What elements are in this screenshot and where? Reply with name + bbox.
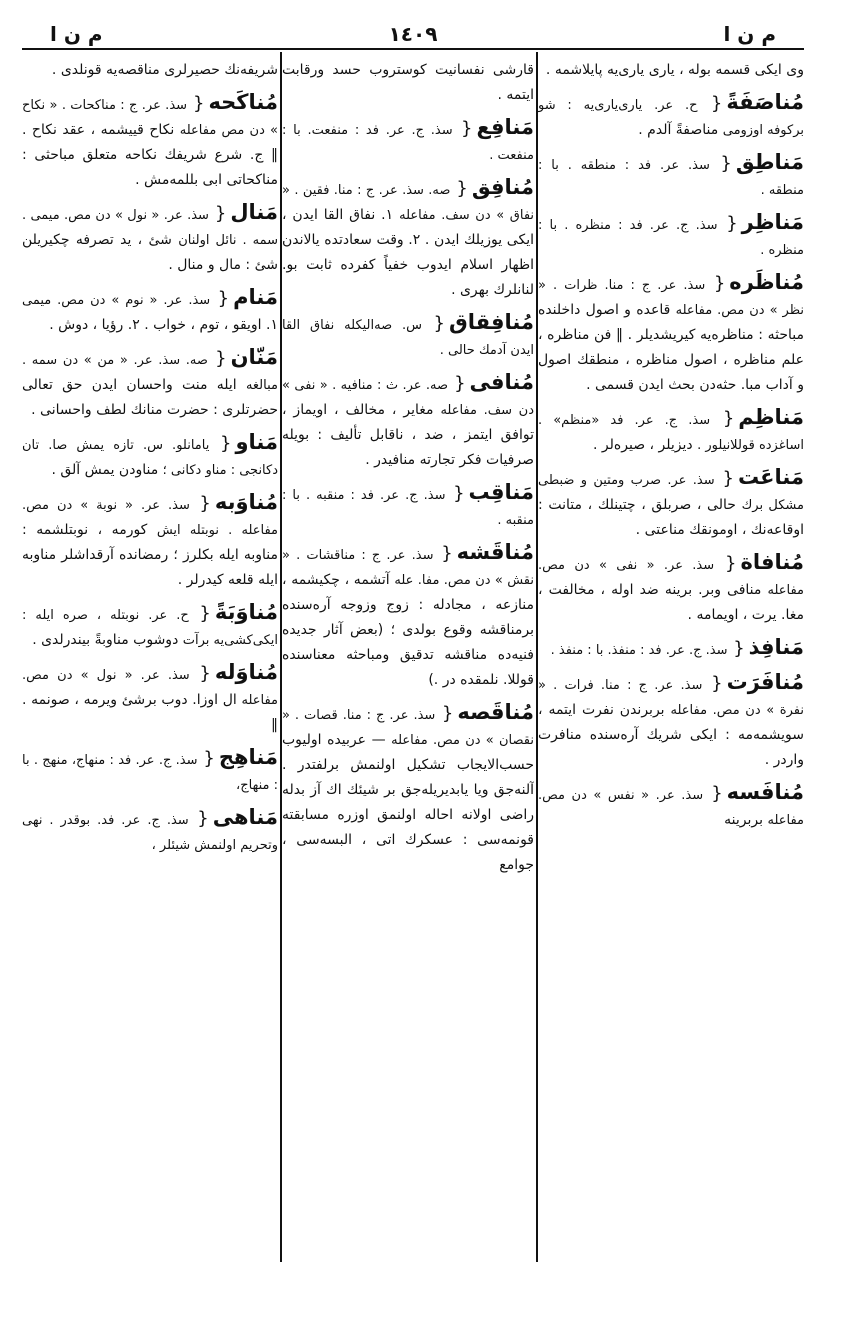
dictionary-entry (282, 175, 534, 303)
entry-etymology: سذ. ج. عر. فد : منهاج، منهج . با : منهاج، (22, 753, 278, 793)
dictionary-entry (22, 58, 278, 83)
brace-mark: { (210, 288, 230, 309)
entry-headword: مَناهِج (218, 745, 278, 769)
dictionary-entry (22, 660, 278, 738)
dictionary-entry (22, 490, 278, 593)
brace-mark: { (422, 313, 445, 334)
entry-headword: مَناطِق (735, 150, 804, 174)
dictionary-entry (538, 58, 804, 83)
brace-mark: { (188, 808, 209, 829)
dictionary-entry (282, 540, 534, 693)
entry-headword: مَناهى (212, 805, 278, 829)
dictionary-entry (282, 58, 534, 108)
entry-etymology: سذ. عر. ج : منا. فرات . « نفرة » دن مص. مفاعله (538, 678, 804, 718)
entry-etymology: سذ. عر. « نفس » دن مص. مفاعله (538, 788, 804, 828)
brace-mark: { (703, 783, 723, 804)
entry-headword: مَنال (230, 200, 278, 224)
entry-definition: قارشى نفسانيت كوستروب حسد ورقابت ايتمه . (282, 62, 534, 103)
dictionary-entry (22, 200, 278, 278)
entry-definition: نكاح قييشمه ، عقد نكاح . ‖ ج. شرع شريفك نكاحه متعلق مباحثى : مناكحاتى ابى بللمه‌مش . (22, 122, 278, 188)
brace-mark: { (710, 408, 735, 429)
entry-etymology: ح. عر. يارى‌يارى‌يه : شو بركوفه اوزومى (538, 98, 804, 138)
entry-headword: مُناظَره (729, 270, 804, 294)
entry-etymology: سذ. ج. عر. فد «منظم» . اساغزده قوللانيلور . (538, 413, 804, 453)
entry-etymology: سذ. عر. « نول » دن مص. ميمى . سمه . نائل اولنان (22, 208, 278, 248)
brace-mark: { (714, 468, 734, 489)
brace-mark: { (435, 703, 454, 724)
dictionary-entry (22, 805, 278, 858)
entry-definition: — عربيده اوليوب حسب‌الايجاب تشكيل اولنمش برلفتدر . آلنه‌جق ويا يابديريله‌جق بر شيئك اك آز بدله راضى اولانه احاله اولنمق اوزره مسابقته قونمه‌سى : عسكرك اتى ، البسه‌سى ، جوامع (282, 732, 534, 873)
entry-etymology: سذ. عر. فد : منطقه . با : منطقه . (538, 158, 804, 198)
brace-mark: { (450, 178, 468, 199)
dictionary-entry (538, 780, 804, 833)
entry-definition: بربرندن نفرت ايتمه ، سويشمه‌مه : ايكى شريك آره‌سنده منافرت واردر . (538, 702, 804, 768)
dictionary-entry (538, 670, 804, 773)
dictionary-entry (22, 345, 278, 423)
entry-definition: ال اوزا. دوب برشئ ويرمه ، صونمه . ‖ (22, 692, 278, 733)
entry-etymology: سذ. عر. « نفى » دن مص. مفاعله (538, 558, 804, 598)
entry-definition: حالى ، صربلق ، چتينلك ، متانت : اوقاعه‌نك ، اومونقك مناعتى . (538, 497, 804, 538)
entry-headword: مُناقَشه (456, 540, 534, 564)
column-left (22, 58, 278, 1258)
brace-mark: { (433, 543, 453, 564)
brace-mark: { (189, 493, 211, 514)
entry-etymology: يامانلو. س. تازه يمش صا. تان دكانجى : مناو دكانى ؛ (22, 438, 278, 478)
dictionary-entry (22, 600, 278, 653)
dictionary-entry (282, 310, 534, 363)
dictionary-entry (22, 90, 278, 193)
entry-headword: مَناظِم (738, 405, 804, 429)
entry-headword: مَناعَت (737, 465, 804, 489)
brace-mark: { (209, 433, 232, 454)
brace-mark: { (702, 673, 723, 694)
entry-definition: كورمه ، نوبتلشمه : مناوبه ايله بكلرز ؛ رمضانده آرقداشلر مناوبه ايله قلعه كيدرلر . (22, 522, 278, 588)
entry-definition: دوشوب مناوبةً بيندرلدى . (32, 632, 179, 648)
dictionary-entry (538, 635, 804, 663)
entry-definition: مناصفةً آلدم . (638, 122, 719, 138)
header-rule (22, 48, 804, 50)
entry-etymology: س. صه‌اليكله نفاق القا ايدن آدمك حالى . (282, 318, 534, 358)
entry-definition: مناودن يمش آلق . (51, 462, 159, 478)
entry-etymology: ح. عر. نوبتله ، صره ايله : ايكى‌كشى‌يه برآت (22, 608, 278, 648)
entry-headword: مُنافِق (471, 175, 534, 199)
brace-mark: { (452, 118, 473, 139)
entry-etymology: سذ. ج. عر. فد : منفعت. با : منفعت . (282, 123, 534, 163)
dictionary-entry (282, 370, 534, 473)
entry-headword: مُناوَبه (214, 490, 278, 514)
entry-headword: مُنافاة (740, 550, 804, 574)
dictionary-entry (538, 270, 804, 398)
dictionary-entry (22, 285, 278, 338)
brace-mark: { (197, 748, 215, 769)
entry-definition: مغاير ، مخالف ، اويماز ، توافق ايتمز ، ضد ، ناقابل تأليف : بويله صرفيات فكر تجارته منافيدر . (282, 402, 534, 468)
brace-mark: { (727, 638, 745, 659)
entry-headword: مَناو (235, 430, 278, 454)
entry-headword: مُناصَفَةً (726, 90, 804, 114)
entry-definition: شريفه‌نك حصيرلرى مناقصه‌يه قونلدى . (51, 62, 278, 78)
dictionary-entry (538, 550, 804, 628)
entry-etymology: سذ. عر. « نول » دن مص. مفاعله (22, 668, 278, 708)
column-middle (282, 58, 534, 1258)
brace-mark: { (189, 663, 211, 684)
brace-mark: { (448, 373, 466, 394)
entry-definition: آتشمه ، چكيشمه ، منازعه ، مجادله : زوج وزوجه آره‌سنده برمناقشه وقوع بولدى ؛ (بعض آثار جديده‌ فنيه‌ده مناقشه تدقيق ومباحثه معناسنده قوللا. نلمقده در .) (282, 572, 534, 688)
page-number: ١٤٠٩ (388, 22, 438, 46)
entry-headword: مُناوَله (214, 660, 278, 684)
dictionary-entry (538, 90, 804, 143)
entry-etymology: سذ. عر. ج : منا. قصات . « نقصان » دن مص. مفاعله (282, 708, 534, 748)
entry-headword: مُناكَحه (208, 90, 278, 114)
dictionary-entry (538, 150, 804, 203)
entry-definition: منافى وبر. برينه ضد اوله ، مخالفت ، مغا. يرت ، اويمامه . (538, 582, 804, 623)
entry-etymology: سذ. عر. صرب ومتين و ضبطى مشكل برك (538, 473, 804, 513)
entry-etymology: سذ. عر. « نوم » دن مص. ميمى (22, 293, 211, 308)
entry-etymology: سذ. عر. ج : مناكحات . « نكاح » دن مص مفاعله (22, 98, 278, 138)
entry-definition: ديزيلر ، صيره‌لر . (593, 437, 693, 453)
brace-mark: { (714, 553, 737, 574)
dictionary-entry (282, 700, 534, 878)
entry-headword: مُنافَرَت (726, 670, 804, 694)
entry-headword: مُناقَصه (457, 700, 534, 724)
entry-etymology: سذ. ج. عر. فد : منفذ. با : منفذ . (550, 643, 728, 658)
brace-mark: { (188, 603, 211, 624)
entry-headword: مُنافِقاق (449, 310, 534, 334)
brace-mark: { (187, 93, 205, 114)
dictionary-entry (538, 465, 804, 543)
brace-mark: { (705, 273, 726, 294)
entry-headword: مُناوَبَةً (214, 600, 278, 624)
entry-headword: مَناظِر (741, 210, 804, 234)
entry-etymology: صه. سذ. عر. « من » دن سمه . مبالغه (22, 353, 278, 393)
entry-headword: مُنافَسه (726, 780, 804, 804)
entry-etymology: سذ. عر. ج : مناقشات . « نقش » دن مص. مفا. عله (282, 548, 534, 588)
entry-definition: شئ ، يد تصرفه چكيريلن شئ : مال و منال . (22, 232, 278, 273)
entry-headword: مَنافِع (476, 115, 534, 139)
entry-etymology: سذ. عر. « نوبة » دن مص. مفاعله . نوبتله ايش (22, 498, 278, 538)
entry-headword: مَنافِذ (748, 635, 804, 659)
dictionary-entry (538, 210, 804, 263)
entry-headword: مَنام (233, 285, 278, 309)
dictionary-entry (538, 405, 804, 458)
entry-headword: مُنافى (469, 370, 534, 394)
brace-mark: { (697, 93, 723, 114)
brace-mark: { (709, 153, 732, 174)
entry-definition: وى ايكى قسمه بوله ، يارى يارى‌يه پايلاشمه . (545, 62, 804, 78)
entry-headword: مَنّان (230, 345, 278, 369)
entry-etymology: سذ. ج. عر. فد : منقبه . با : منقبه . (282, 488, 534, 528)
entry-headword: مَناقِب (468, 480, 534, 504)
entry-definition: ١. اويقو ، توم ، خواب . ٢. رؤيا ، دوش . (49, 317, 278, 333)
entry-etymology: سذ. عر. ج : منا. ظرات . « نظر » دن مص. مفاعله (538, 278, 804, 318)
entry-etymology: سذ. ج. عر. فد. بوقدر . نهى وتحريم اولنمش شيئلر ، (22, 813, 278, 853)
brace-mark: { (717, 213, 738, 234)
column-right (538, 58, 804, 1258)
entry-etymology: صه. عر. ث : منافيه . « نفى » دن سف. مفاعله (282, 378, 534, 418)
dictionary-entry (22, 430, 278, 483)
page-header (22, 20, 804, 48)
entry-etymology: سذ. ج. عر. فد : منظره . با : منظره . (538, 218, 804, 258)
header-left-letters: م ن ا (50, 22, 103, 46)
dictionary-entry (282, 115, 534, 168)
entry-definition: ١. نفاق القا ايدن ، ايكى يوزيلك ايدن . ٢. وقت سعادتده يالاندن اظهار اسلام ايدوب خفياً كفرده ثابت بو. لنانلرك بهرى . (282, 207, 534, 298)
entry-definition: قاعده و اصول داخلنده مباحثه : مناظره‌يه كيريشديلر . ‖ فن مناظره ، علم مناظره ، اصول مناظره ، منطقك اصول و آداب مبا. حثه‌دن بحث ايدن قسمى . (538, 302, 804, 393)
header-right-letters: م ن ا (723, 22, 776, 46)
entry-definition: بربرينه (724, 812, 764, 828)
dictionary-entry (22, 745, 278, 798)
dictionary-entry (282, 480, 534, 533)
brace-mark: { (208, 203, 227, 224)
entry-definition: ايله منت واحسان ايدن حق تعالى حضرتلرى : حضرت منانك لطف واحسانى . (22, 377, 278, 418)
entry-etymology: صه. سذ. عر. ج : منا. فقين . « نفاق » دن سف. مفاعله (282, 183, 534, 223)
brace-mark: { (445, 483, 465, 504)
brace-mark: { (207, 348, 227, 369)
